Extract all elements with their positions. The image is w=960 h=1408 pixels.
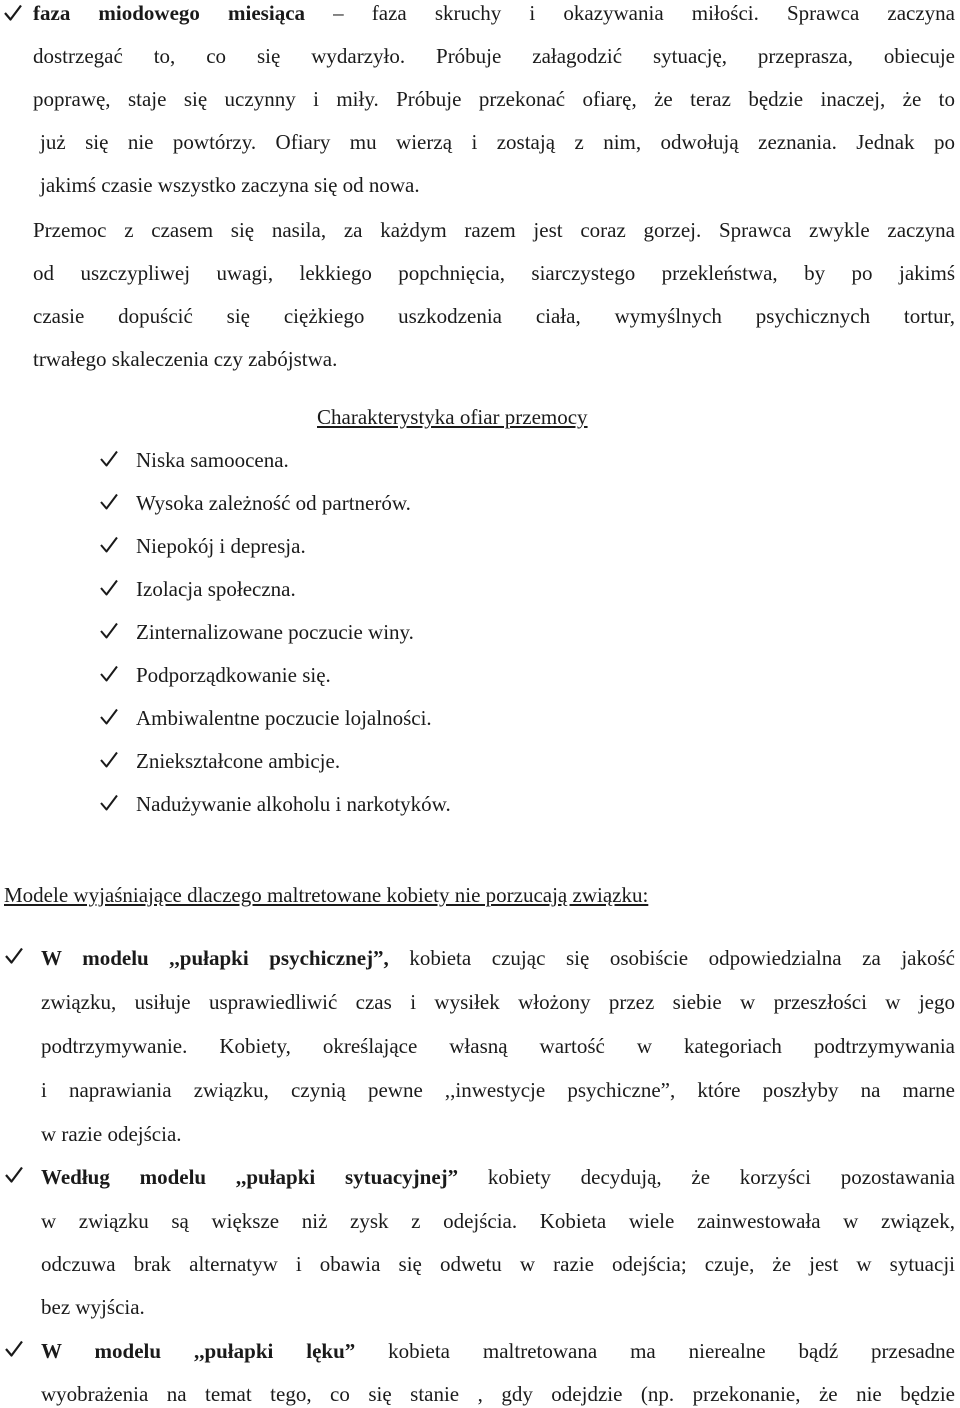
model1-line-3: podtrzymywanie. Kobiety, określające własną wartość w kategoriach podtrzymywania bbox=[41, 1034, 955, 1058]
check-icon bbox=[98, 491, 120, 513]
faza-text-1: faza skruchy i okazywania miłości. Sprawca zaczyna bbox=[371, 1, 955, 25]
list-item: Niepokój i depresja. bbox=[136, 534, 306, 558]
faza-term: faza miodowego miesiąca bbox=[33, 1, 306, 25]
check-icon bbox=[98, 706, 120, 728]
check-icon bbox=[98, 448, 120, 470]
list-item: Podporządkowanie się. bbox=[136, 663, 331, 687]
model3-line-2: wyobrażenia na temat tego, co się stanie , gdy odejdzie (np. przekonanie, że nie będzie bbox=[41, 1382, 955, 1406]
check-icon bbox=[98, 663, 120, 685]
faza-line-4: już się nie powtórzy. Ofiary mu wierzą i zostają z nim, odwołują zeznania. Jednak po bbox=[40, 130, 955, 154]
charakterystyka-heading: Charakterystyka ofiar przemocy bbox=[317, 405, 588, 429]
model3-line-1: W modelu ,,pułapki lęku” kobieta maltretowana ma nierealne bądź przesadne bbox=[41, 1339, 956, 1363]
przemoc-line-1: Przemoc z czasem się nasila, za każdym razem jest coraz gorzej. Sprawca zwykle zaczyna bbox=[33, 218, 955, 242]
check-icon bbox=[3, 945, 25, 967]
model3-term: W modelu ,,pułapki lęku” bbox=[41, 1339, 356, 1363]
model2-line-4: bez wyjścia. bbox=[41, 1295, 145, 1319]
list-item: Ambiwalentne poczucie lojalności. bbox=[136, 706, 432, 730]
faza-line-3: poprawę, staje się uczynny i miły. Próbuje przekonać ofiarę, że teraz będzie inaczej, że to bbox=[33, 87, 955, 111]
faza-line-1 bbox=[33, 0, 955, 26]
list-item: Nadużywanie alkoholu i narkotyków. bbox=[136, 792, 451, 816]
check-icon bbox=[98, 792, 120, 814]
model2-line-1: Według modelu ,,pułapki sytuacyjnej” kobiety decydują, że korzyści pozostawania bbox=[41, 1165, 955, 1189]
przemoc-line-4: trwałego skaleczenia czy zabójstwa. bbox=[33, 347, 338, 371]
check-icon bbox=[3, 1338, 25, 1360]
modele-heading: Modele wyjaśniające dlaczego maltretowane kobiety nie porzucają związku: bbox=[4, 883, 649, 907]
list-item: Wysoka zależność od partnerów. bbox=[136, 491, 411, 515]
model1-line-5: w razie odejścia. bbox=[41, 1122, 182, 1146]
list-item: Izolacja społeczna. bbox=[136, 577, 296, 601]
check-icon bbox=[98, 620, 120, 642]
check-icon bbox=[2, 2, 24, 24]
list-item: Zinternalizowane poczucie winy. bbox=[136, 620, 414, 644]
model1-line-4: i naprawiania związku, czynią pewne ,,inwestycje psychiczne”, które poszłyby na marne bbox=[41, 1078, 955, 1102]
check-icon bbox=[3, 1164, 25, 1186]
model2-term: Według modelu ,,pułapki sytuacyjnej” bbox=[41, 1165, 459, 1189]
check-icon bbox=[98, 534, 120, 556]
list-item: Niska samoocena. bbox=[136, 448, 289, 472]
model2-line-3: odczuwa brak alternatyw i obawia się odwetu w razie odejścia; czuje, że jest w sytuacji bbox=[41, 1252, 955, 1276]
faza-line-2: dostrzegać to, co się wydarzyło. Próbuje załagodzić sytuację, przeprasza, obiecuje bbox=[33, 44, 955, 68]
model1-line-1: W modelu ,,pułapki psychicznej”, kobieta czując się osobiście odpowiedzialna za jakość bbox=[41, 946, 955, 970]
check-icon bbox=[98, 577, 120, 599]
model1-line-2: związku, usiłuje usprawiedliwić czas i wysiłek włożony przez siebie w przeszłości w jego bbox=[41, 990, 955, 1014]
faza-dash: – bbox=[305, 1, 372, 25]
model1-term: W modelu ,,pułapki psychicznej”, bbox=[41, 946, 389, 970]
przemoc-line-2: od uszczypliwej uwagi, lekkiego popchnięcia, siarczystego przekleństwa, by po jakimś bbox=[33, 261, 955, 285]
check-icon bbox=[98, 749, 120, 771]
przemoc-line-3: czasie dopuścić się ciężkiego uszkodzenia ciała, wymyślnych psychicznych tortur, bbox=[33, 304, 955, 328]
faza-line-5: jakimś czasie wszystko zaczyna się od nowa. bbox=[40, 173, 420, 197]
model2-line-2: w związku są większe niż zysk z odejścia. Kobieta wiele zainwestowała w związek, bbox=[41, 1209, 955, 1233]
list-item: Zniekształcone ambicje. bbox=[136, 749, 341, 773]
